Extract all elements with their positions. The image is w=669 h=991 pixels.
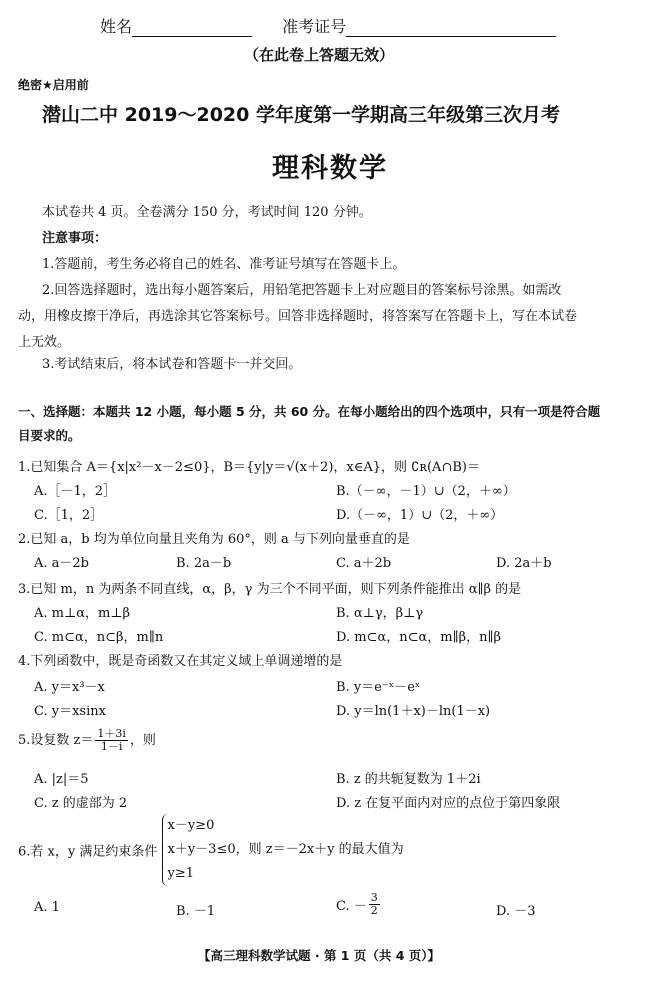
- name-label: 姓名: [100, 17, 133, 36]
- exam-id-label: 准考证号: [282, 17, 347, 36]
- q6-stem-prefix: 6.若 x，y 满足约束条件: [18, 844, 158, 860]
- q1-stem: 1.已知集合 A＝{x|x²－x－2≤0}，B＝{y|y＝√(x＋2)，x∈A}，则 ∁ʀ(A∩B)＝: [18, 460, 480, 475]
- q4-stem: 4.下列函数中，既是奇函数又在其定义域上单调递增的是: [18, 654, 343, 669]
- q5-option-b: B. z 的共轭复数为 1＋2i: [336, 772, 481, 787]
- q2-option-a: A. a－2b: [34, 556, 89, 571]
- q6-constraint-2: x＋y－3≤0，则 z＝－2x＋y 的最大值为: [167, 842, 404, 857]
- q6-stem: [18, 814, 404, 886]
- q5-stem-prefix: 5.设复数 z＝: [18, 733, 94, 748]
- q6-option-c-prefix: C. －: [336, 899, 367, 914]
- q5-fraction: [95, 728, 128, 753]
- q2-stem: 2.已知 a，b 均为单位向量且夹角为 60°，则 a 与下列向量垂直的是: [18, 532, 410, 547]
- notice-2-line-1: 2.回答选择题时，选出每小题答案后，用铅笔把答题卡上对应题目的答案标号涂黑。如需改: [42, 283, 562, 298]
- name-blank: [132, 20, 252, 37]
- notice-title: 注意事项：: [42, 231, 108, 246]
- exam-title: 潜山二中 2019～2020 学年度第一学期高三年级第三次月考: [42, 104, 560, 126]
- q4-option-c: C. y＝xsinx: [34, 704, 106, 719]
- q5-fraction-denominator: 1－i: [100, 740, 123, 753]
- q4-option-b: B. y＝e⁻ˣ－eˣ: [336, 680, 421, 695]
- q5-option-c: C. z 的虚部为 2: [34, 796, 128, 811]
- q5-fraction-numerator: 1＋3i: [97, 727, 126, 740]
- section-heading-line-1: 一、选择题：本题共 12 小题，每小题 5 分，共 60 分。在每小题给出的四个选项中，只有一项是符合题: [18, 404, 601, 419]
- notice-2-line-2: 动，用橡皮擦干净后，再选涂其它答案标号。回答非选择题时，将答案写在答题卡上，写在本试卷: [18, 309, 578, 324]
- q6-option-a: A. 1: [34, 900, 60, 915]
- page-footer: 【高三理科数学试题 · 第 1 页（共 4 页）】: [198, 948, 441, 963]
- secret-mark: 绝密★启用前: [18, 78, 89, 92]
- q1-option-d: D.（－∞，1）∪（2，＋∞）: [336, 508, 504, 523]
- q1-option-b: B.（－∞，－1）∪（2，＋∞）: [336, 484, 516, 499]
- intro-line: 本试卷共 4 页。全卷满分 150 分，考试时间 120 分钟。: [42, 205, 372, 220]
- notice-1: 1.答题前，考生务必将自己的姓名、准考证号填写在答题卡上。: [42, 257, 406, 272]
- q4-option-d: D. y＝ln(1＋x)－ln(1－x): [336, 704, 491, 719]
- q3-stem: 3.已知 m，n 为两条不同直线，α，β，γ 为三个不同平面，则下列条件能推出 α∥β 的是: [18, 582, 522, 597]
- q6-constraint-1: x－y≥0: [167, 818, 215, 833]
- subject-title: 理科数学: [272, 153, 388, 184]
- q5-stem-suffix: ，则: [129, 733, 156, 748]
- invalid-note: （在此卷上答题无效）: [244, 46, 395, 64]
- q6-option-b: B. －1: [176, 904, 216, 919]
- q5-stem: [18, 728, 156, 753]
- exam-id-blank: [346, 20, 556, 37]
- q6-constraint-system: [162, 814, 404, 886]
- q6-option-c-fraction: [369, 892, 380, 917]
- q6-constraint-3: y≥1: [167, 866, 195, 881]
- q3-option-d: D. m⊂α，n⊂α，m∥β，n∥β: [336, 630, 502, 645]
- q1-option-a: A.［－1，2］: [34, 484, 117, 499]
- q6-option-c-numerator: 3: [370, 891, 378, 904]
- q6-option-d: D. －3: [496, 904, 536, 919]
- q1-option-c: C.［1，2］: [34, 508, 104, 523]
- q2-option-c: C. a＋2b: [336, 556, 392, 571]
- q6-option-c-denominator: 2: [370, 904, 378, 917]
- section-heading-line-2: 目要求的。: [18, 428, 81, 443]
- q2-option-d: D. 2a＋b: [496, 556, 552, 571]
- q3-option-b: B. α⊥γ，β⊥γ: [336, 606, 424, 621]
- q3-option-a: A. m⊥α，m⊥β: [34, 606, 131, 621]
- q3-option-c: C. m⊂α，n⊂β，m∥n: [34, 630, 164, 645]
- q6-option-c: [336, 892, 382, 917]
- q5-option-d: D. z 在复平面内对应的点位于第四象限: [336, 796, 561, 811]
- notice-2-line-3: 上无效。: [18, 335, 71, 350]
- name-field-row: [100, 14, 556, 37]
- q2-option-b: B. 2a－b: [176, 556, 232, 571]
- notice-3: 3.考试结束后，将本试卷和答题卡一并交回。: [42, 357, 302, 372]
- q5-option-a: A. |z|＝5: [34, 772, 89, 787]
- q4-option-a: A. y＝x³－x: [34, 680, 105, 695]
